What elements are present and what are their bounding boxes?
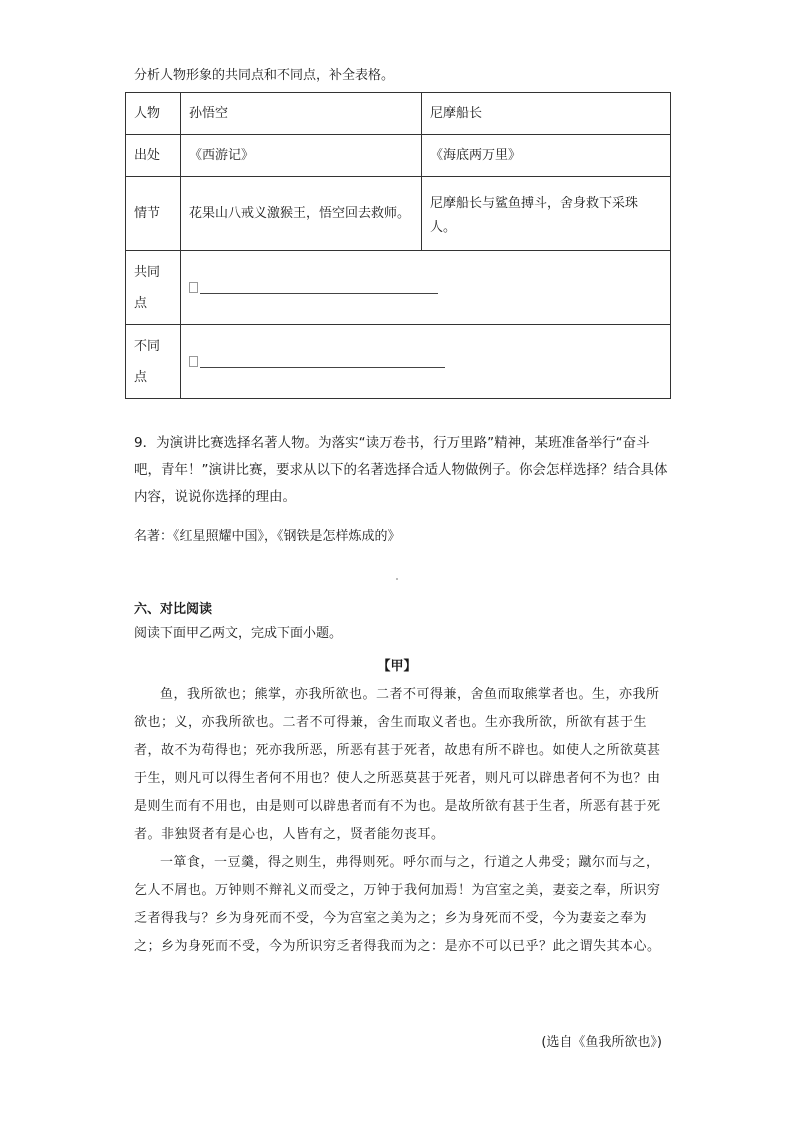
classical-passage bbox=[134, 681, 664, 961]
table-row bbox=[126, 135, 671, 177]
character-analysis-table bbox=[125, 92, 671, 399]
table-row bbox=[126, 325, 671, 399]
book-list: 名著：《红星照耀中国》，《钢铁是怎样炼成的》 bbox=[134, 529, 401, 544]
passage-label-jia: 【甲】 bbox=[377, 659, 417, 674]
divider-dot bbox=[396, 578, 398, 580]
row-label: 不同点 bbox=[126, 325, 181, 399]
table-cell: 花果山八戒义激猴王，悟空回去救师。 bbox=[181, 177, 422, 251]
table-row bbox=[126, 251, 671, 325]
passage-paragraph: 鱼，我所欲也；熊掌，亦我所欲也。二者不可得兼，舍鱼而取熊掌者也。生，亦我所欲也；义，亦我所欲也。二者不可得兼，舍生而取义者也。生亦我所欲，所欲有甚于生者，故不为苟得也；死亦我所恶，所恶有甚于死者，故患有所不辟也。如使人之所欲莫甚于生，则凡可以得生者何不用也？使人之所恶莫甚于死者，则凡可以辟患者何不为也？由是则生而有不用也，由是则可以辟患者而有不为也。是故所欲有甚于生者，所恶有甚于死者。非独贤者有是心也，人皆有之，贤者能勿丧耳。 bbox=[134, 687, 661, 842]
table-row bbox=[126, 177, 671, 251]
row-label: 人物 bbox=[126, 93, 181, 135]
section-title: 六、对比阅读 bbox=[134, 602, 213, 617]
question-9 bbox=[134, 430, 674, 511]
passage-paragraph: 一箪食，一豆羹，得之则生，弗得则死。呼尔而与之，行道之人弗受；蹴尔而与之，乞人不屑也。万钟则不辩礼义而受之，万钟于我何加焉！为宫室之美，妻妾之奉，所识穷乏者得我与？乡为身死而不受，今为宫室之美为之；乡为身死而不受，今为妻妾之奉为之；乡为身死而不受，今为所识穷乏者得我而为之：是亦不可以已乎？此之谓失其本心。 bbox=[134, 855, 661, 954]
answer-blank-common[interactable] bbox=[200, 281, 438, 294]
checkbox-icon bbox=[189, 356, 198, 367]
question-9-text: 9．为演讲比赛选择名著人物。为落实“读万卷书，行万里路”精神，某班准备举行“奋斗吧，青年！”演讲比赛，要求从以下的名著选择合适人物做例子。你会怎样选择？结合具体内容，说说你选择的理由。 bbox=[134, 435, 668, 505]
table-cell: 尼摩船长 bbox=[422, 93, 671, 135]
table-cell: 尼摩船长与鲨鱼搏斗，舍身救下采珠人。 bbox=[422, 177, 671, 251]
section-instruction: 阅读下面甲乙两文，完成下面小题。 bbox=[134, 626, 343, 641]
table-cell: 《西游记》 bbox=[181, 135, 422, 177]
answer-blank-different[interactable] bbox=[200, 355, 445, 368]
answer-cell-different bbox=[181, 325, 671, 399]
passage-source: (选自《鱼我所欲也》) bbox=[541, 1035, 662, 1050]
row-label: 共同点 bbox=[126, 251, 181, 325]
row-label: 出处 bbox=[126, 135, 181, 177]
table-cell: 《海底两万里》 bbox=[422, 135, 671, 177]
table-instruction: 分析人物形象的共同点和不同点，补全表格。 bbox=[134, 68, 395, 83]
checkbox-icon bbox=[189, 282, 198, 293]
row-label: 情节 bbox=[126, 177, 181, 251]
table-row bbox=[126, 93, 671, 135]
table-cell: 孙悟空 bbox=[181, 93, 422, 135]
answer-cell-common bbox=[181, 251, 671, 325]
